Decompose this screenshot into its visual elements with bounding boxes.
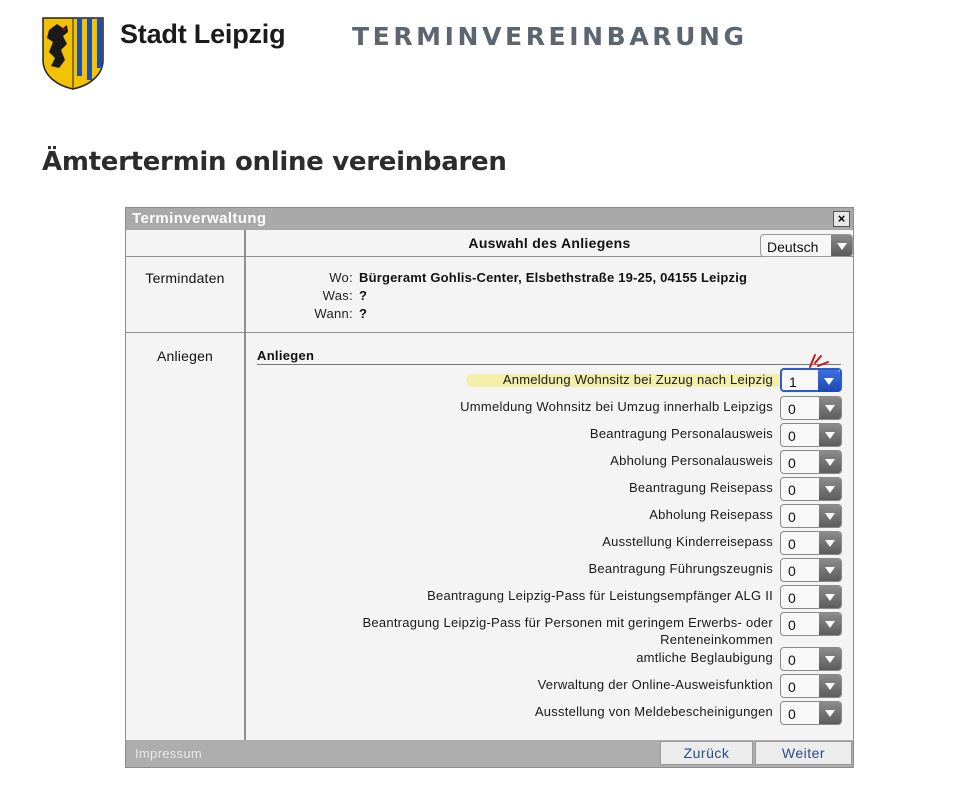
item-label: Beantragung Leipzig-Pass für Leistungsempfänger ALG II — [427, 588, 773, 603]
quantity-value: 0 — [788, 509, 796, 525]
dialog-titlebar — [126, 208, 853, 230]
brand-name: Stadt Leipzig — [120, 19, 286, 49]
quantity-value: 0 — [788, 455, 796, 471]
quantity-value: 0 — [788, 590, 796, 606]
next-button[interactable]: Weiter — [755, 741, 852, 765]
step-title: Auswahl des Anliegens — [468, 235, 631, 251]
leipzig-coat-of-arms-logo — [41, 16, 105, 90]
chevron-down-icon — [831, 235, 852, 256]
item-label: Beantragung Führungszeugnis — [588, 561, 773, 576]
chevron-down-icon — [819, 478, 841, 500]
quantity-value: 0 — [788, 536, 796, 552]
chevron-down-icon — [819, 675, 841, 697]
was-key: Was: — [322, 288, 353, 303]
chevron-down-icon — [818, 370, 840, 392]
chevron-down-icon — [819, 613, 841, 635]
item-label: Anmeldung Wohnsitz bei Zuzug nach Leipzig — [502, 372, 773, 387]
quantity-value: 0 — [788, 401, 796, 417]
item-label: Beantragung Reisepass — [628, 480, 773, 495]
chevron-down-icon — [819, 702, 841, 724]
chevron-down-icon — [819, 397, 841, 419]
quantity-select[interactable] — [780, 450, 842, 474]
quantity-select[interactable] — [780, 612, 842, 636]
quantity-value: 0 — [788, 563, 796, 579]
chevron-down-icon — [819, 532, 841, 554]
item-label-line: Beantragung Leipzig-Pass für Personen mit geringem Erwerbs- oder — [362, 615, 773, 630]
item-label-line: Renteneinkommen — [660, 632, 773, 647]
close-button[interactable]: × — [833, 211, 850, 227]
item-label: Ausstellung Kinderreisepass — [602, 534, 773, 549]
row-divider — [126, 256, 853, 257]
wo-key: Wo: — [329, 270, 353, 285]
chevron-down-icon — [819, 451, 841, 473]
chevron-down-icon — [819, 424, 841, 446]
quantity-value: 0 — [788, 679, 796, 695]
language-value: Deutsch — [767, 239, 819, 255]
item-label: amtliche Beglaubigung — [636, 650, 773, 665]
section-label-termindaten: Termindaten — [145, 270, 225, 286]
anliegen-divider — [257, 364, 841, 365]
impressum-link[interactable]: Impressum — [135, 746, 202, 761]
chevron-down-icon — [819, 505, 841, 527]
wann-key: Wann: — [314, 306, 353, 321]
item-label — [362, 614, 773, 648]
item-label: Beantragung Personalausweis — [589, 426, 773, 441]
back-button[interactable]: Zurück — [660, 741, 753, 765]
item-label: Ausstellung von Meldebescheinigungen — [534, 704, 773, 719]
chevron-down-icon — [819, 586, 841, 608]
quantity-value: 1 — [789, 374, 797, 390]
language-select[interactable] — [760, 234, 853, 257]
page-title: Ämtertermin online vereinbaren — [42, 147, 507, 177]
row-divider — [126, 332, 853, 333]
section-label-anliegen: Anliegen — [156, 348, 214, 364]
quantity-select[interactable] — [780, 504, 842, 528]
quantity-value: 0 — [788, 706, 796, 722]
chevron-down-icon — [819, 559, 841, 581]
quantity-value: 0 — [788, 617, 796, 633]
header-title: TERMINVEREINBARUNG — [352, 22, 748, 51]
quantity-select[interactable] — [780, 558, 842, 582]
quantity-select[interactable] — [780, 423, 842, 447]
quantity-value: 0 — [788, 482, 796, 498]
wo-value: Bürgeramt Gohlis-Center, Elsbethstraße 19-25, 04155 Leipzig — [359, 270, 748, 285]
item-label: Ummeldung Wohnsitz bei Umzug innerhalb Leipzigs — [460, 399, 773, 414]
quantity-value: 0 — [788, 652, 796, 668]
quantity-select[interactable] — [780, 701, 842, 725]
was-value: ? — [359, 288, 368, 303]
item-label: Abholung Personalausweis — [610, 453, 773, 468]
quantity-select[interactable] — [780, 531, 842, 555]
item-label: Verwaltung der Online-Ausweisfunktion — [537, 677, 773, 692]
quantity-select[interactable] — [780, 585, 842, 609]
quantity-select[interactable] — [780, 477, 842, 501]
chevron-down-icon — [819, 648, 841, 670]
click-indicator-icon — [806, 353, 830, 369]
dialog-footer — [126, 740, 853, 767]
quantity-select[interactable] — [780, 368, 842, 392]
quantity-select[interactable] — [780, 396, 842, 420]
item-label: Abholung Reisepass — [649, 507, 773, 522]
quantity-select[interactable] — [780, 647, 842, 671]
quantity-select[interactable] — [780, 674, 842, 698]
wann-value: ? — [359, 306, 368, 321]
anliegen-heading: Anliegen — [257, 348, 315, 363]
quantity-value: 0 — [788, 428, 796, 444]
dialog-title: Terminverwaltung — [132, 210, 267, 227]
appointment-dialog — [125, 207, 854, 768]
